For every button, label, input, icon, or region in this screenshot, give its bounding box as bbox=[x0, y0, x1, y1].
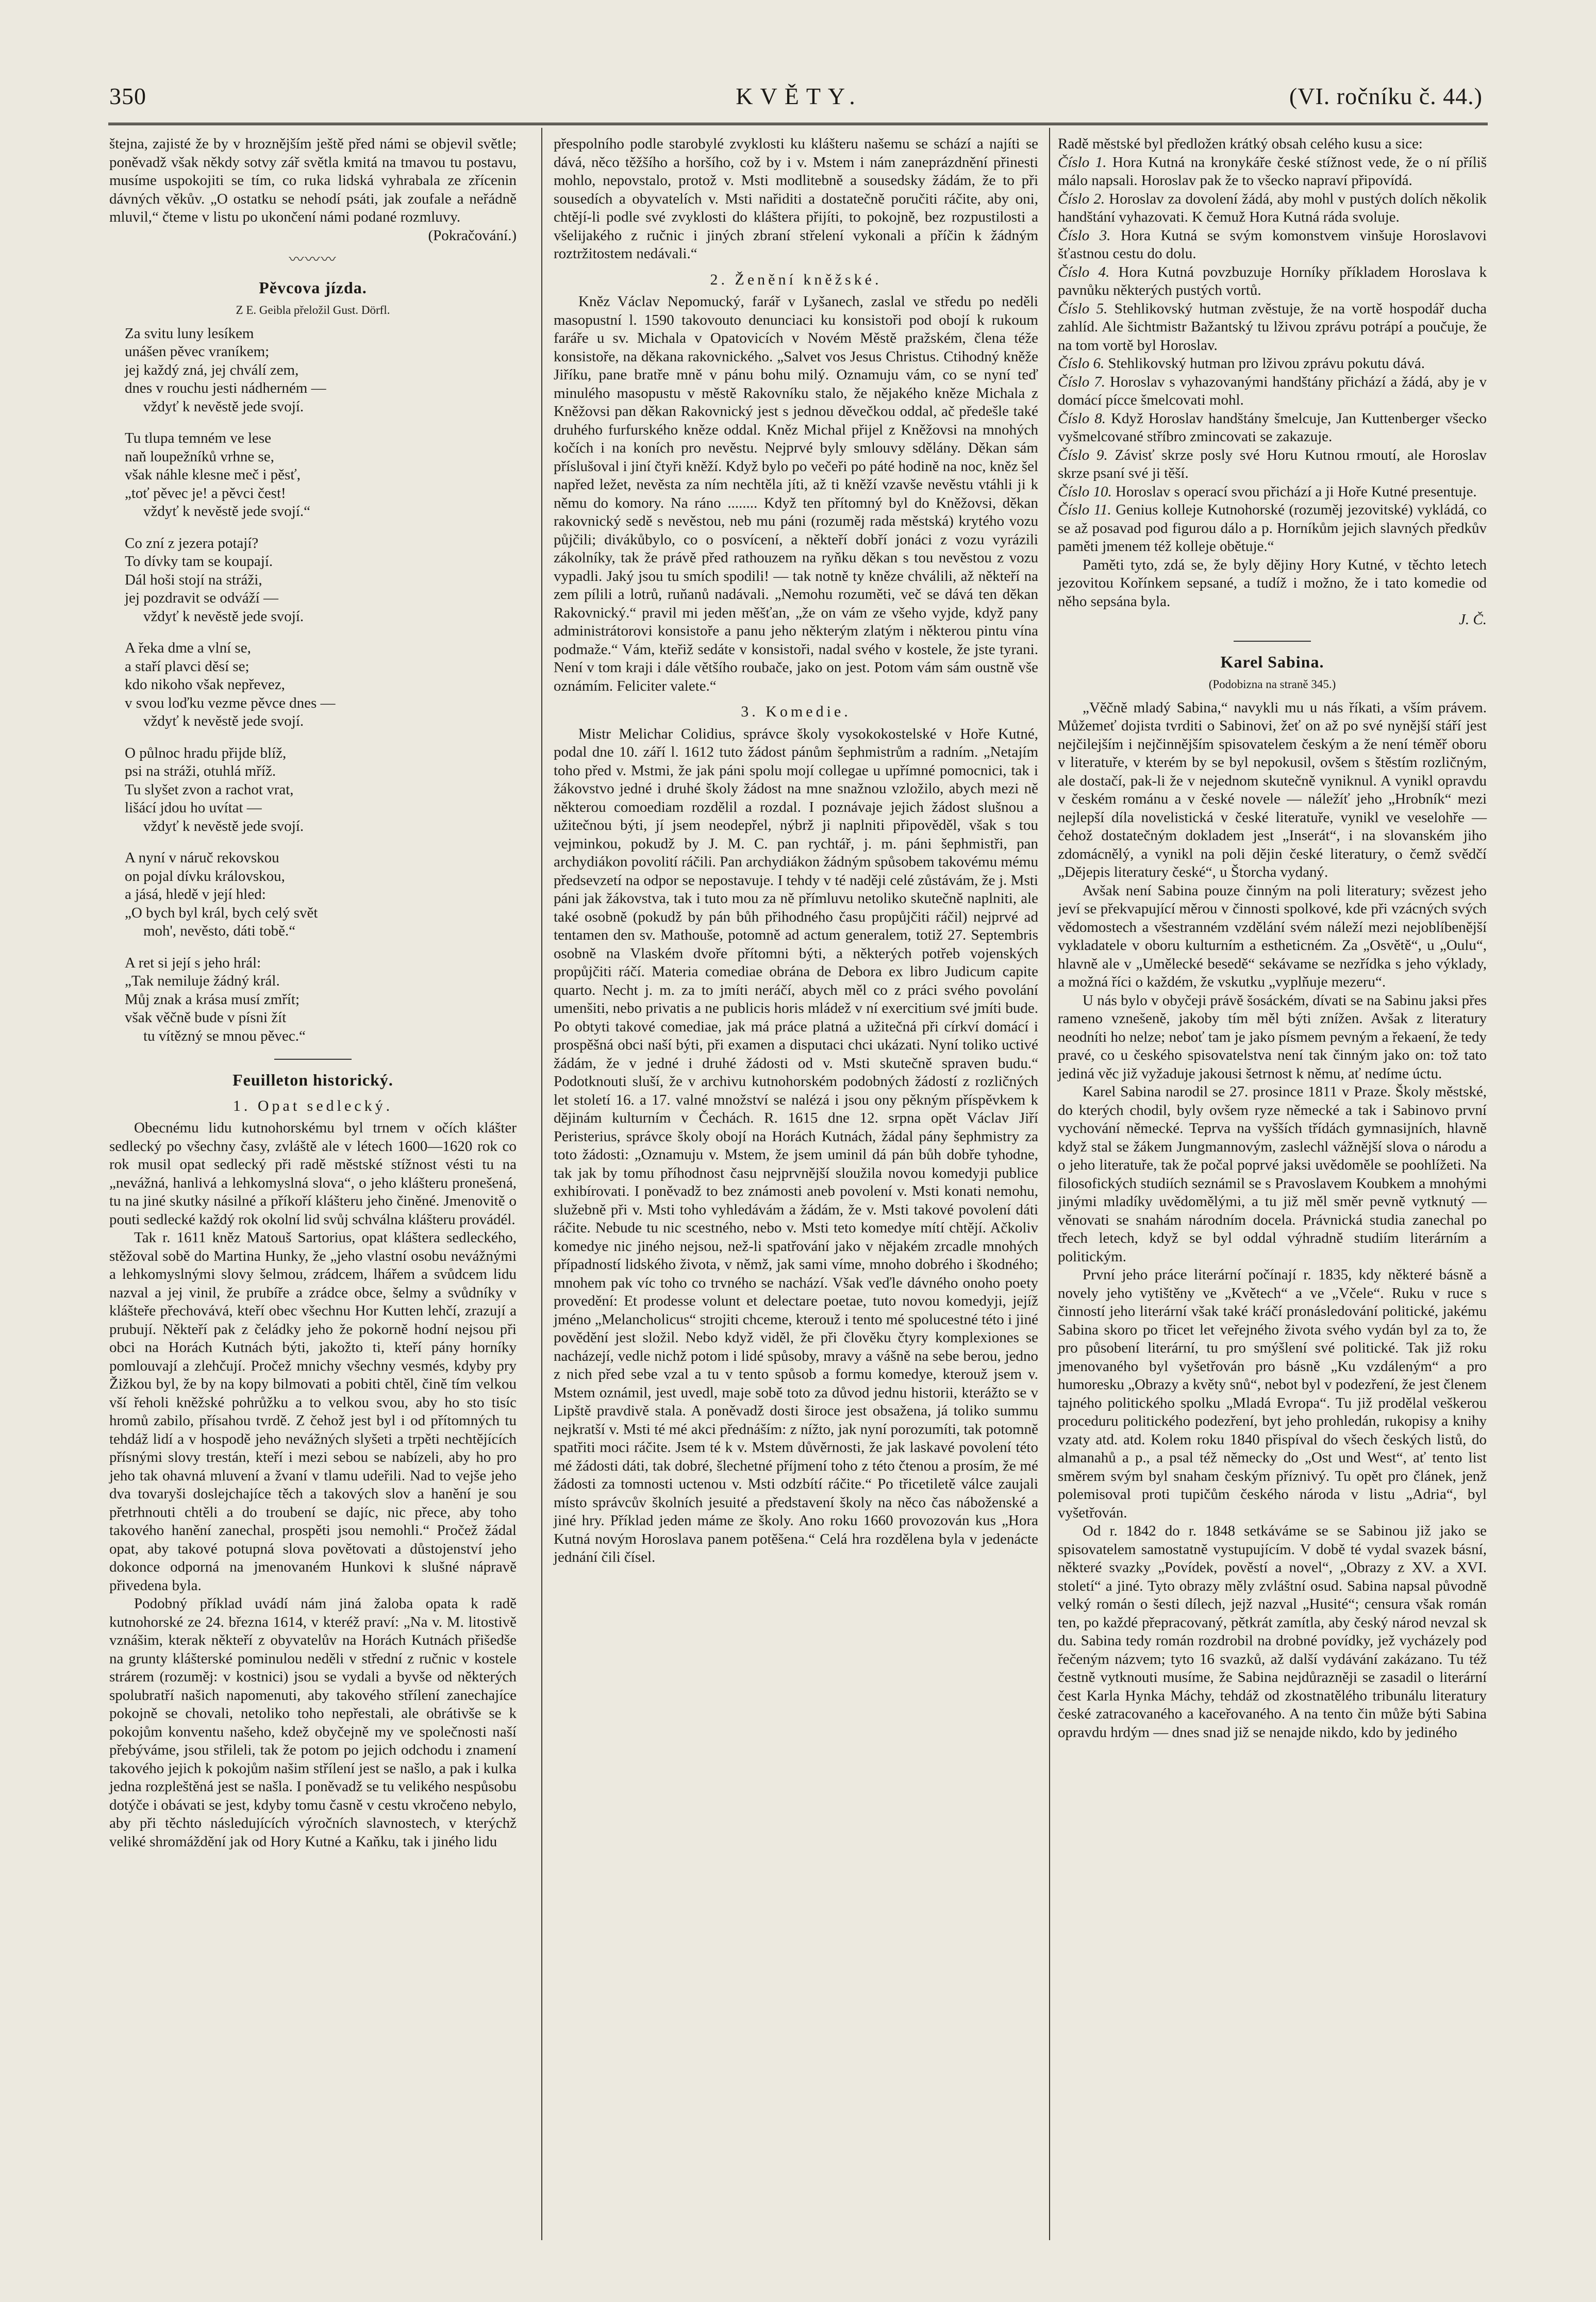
item-label: Číslo 3. bbox=[1058, 227, 1111, 244]
verse-line: kdo nikoho však nepřevez, bbox=[125, 676, 285, 693]
subsection-title: 1. Opat sedlecký. bbox=[232, 1097, 393, 1114]
verse-line: Za svitu luny lesíkem bbox=[125, 325, 254, 342]
paragraph: Radě městské byl předložen krátký obsah celého kusu a sice: bbox=[1058, 136, 1423, 152]
verse-line: dnes v rouchu jesti nádherném — bbox=[125, 380, 326, 396]
verse-line: To dívky tam se koupají. bbox=[125, 553, 273, 570]
stanza bbox=[125, 535, 517, 626]
column-divider bbox=[1049, 128, 1050, 2240]
item-label: Číslo 2. bbox=[1058, 190, 1105, 207]
signature: J. Č. bbox=[1459, 611, 1487, 628]
item-text: Stehlikovský hutman pro lživou zprávu pokutu dává. bbox=[1108, 355, 1425, 372]
verse-line: tu vítězný se mnou pěvec.“ bbox=[143, 1027, 306, 1044]
list-item bbox=[1058, 483, 1487, 502]
verse-line: A ret si její s jeho hrál: bbox=[125, 954, 261, 971]
verse-line: vždyť k nevěstě jede svojí. bbox=[143, 713, 304, 729]
column-divider bbox=[541, 128, 542, 2240]
verse-line: Co zní z jezera potají? bbox=[125, 535, 259, 552]
verse-line: vždyť k nevěstě jede svojí. bbox=[143, 818, 304, 835]
item-text: Stehlikovský hutman zvěstuje, že na vortě hospodář ducha zahlíd. Ale šichtmistr Bažantský tu lživou zprávu potrápí a poučuje, že na tom vortě byl Horoslav. bbox=[1058, 300, 1487, 354]
verse-line: a jásá, hledě v její hled: bbox=[125, 886, 266, 903]
verse-line: vždyť k nevěstě jede svojí.“ bbox=[143, 503, 311, 520]
item-text: Když Horoslav handštány šmelcuje, Jan Kuttenberger všecko vyšmelcované stříbro zmincovati se zakazuje. bbox=[1058, 410, 1487, 445]
paragraph: Obecnému lidu kutnohorskému byl trnem v očích klášter sedlecký po všechny časy, zvláště ale v létech 1600—1620 rok co rok musil opat sedlecký při radě městské stížnost vésti tu na „nevážná, hanlivá a lehkomyslná slova“, o jeho klášteru pronešená, tu na jiné skutky násilné a příkoří klášteru jeho činěné. Jmenovitě o pouti sedlecké každý rok okolní lid svůj schválna klášteru provádél. bbox=[109, 1120, 517, 1228]
paragraph: štejna, zajisté že by v hroznějším ještě před námi se objevil světle; poněvadž však někdy sotvy zář světla kmitá na tmavou tu postavu, musíme uspokojiti se tím, co ruka lidská vyhrabala ze zřícenin dávných věkův. „O ostatku se nehodí psáti, jak zoufale a neřádně mluvil,“ čteme v listu po ukončení námi podané rozmluvy. bbox=[109, 136, 517, 225]
list-item bbox=[1058, 446, 1487, 483]
verse-line: lišácí jdou ho uvítat — bbox=[125, 799, 262, 816]
continued-note: (Pokračování.) bbox=[428, 227, 517, 244]
header-rule bbox=[108, 123, 1488, 125]
stanza bbox=[125, 325, 517, 416]
subsection-title: 2. Ženění kněžské. bbox=[710, 271, 882, 288]
list-item bbox=[1058, 227, 1487, 263]
item-text: Závisť skrze posly své Horu Kutnou rmoutí, ale Horoslav skrze psaní své ji těší. bbox=[1058, 446, 1487, 481]
item-label: Číslo 9. bbox=[1058, 446, 1108, 463]
paragraph: Od r. 1842 do r. 1848 setkáváme se se Sabinou již jako se spisovatelem samostatně vystupujícím. V době té vydal svazek básní, některé svazky „Povídek, pověstí a novel“, „Obrazy z XV. a XVI. století“ a jiné. Tyto obrazy měly zvláštní osud. Sabina napsal původně velký román o šesti dílech, jejž nazval „Husité“; censura však román ten, po každé přepracovaný, pětkrát zamítla, aby český národ nevzal sk du. Sabina tedy román rozdrobil na drobné povídky, jež vycházely pod řečeným názvem; tyto 16 svazků, až další vydávání zakázano. Tu též čestně vytknouti musíme, že Sabina nejdůrazněji se zasadil o literární čest Karla Hynka Máchy, tehdáž od zkostnatělého tribunálu literatury české zatracovaného a kaceřovaného. A na tento čin může býti Sabina opravdu hrdým — dnes snad již se nenajde nikdo, kdo by jediného bbox=[1058, 1523, 1487, 1741]
verse-line: Tu slyšet zvon a rachot vrat, bbox=[125, 781, 294, 798]
list-item bbox=[1058, 410, 1487, 446]
section-title: Feuilleton historický. bbox=[232, 1071, 393, 1089]
verse-line: naň loupežníků vrhne se, bbox=[125, 448, 274, 465]
verse-line: unášen pěvec vraníkem; bbox=[125, 343, 270, 360]
list-item bbox=[1058, 373, 1487, 410]
verse-line: moh', nevěsto, dáti tobě.“ bbox=[143, 923, 296, 939]
item-label: Číslo 11. bbox=[1058, 502, 1111, 518]
verse-line: však náhle klesne meč i pěsť, bbox=[125, 466, 301, 483]
verse-line: A řeka dme a vlní se, bbox=[125, 640, 251, 656]
journal-title: KVĚTY. bbox=[736, 83, 862, 109]
verse-line: Tu tlupa temném ve lese bbox=[125, 430, 272, 446]
item-label: Číslo 6. bbox=[1058, 355, 1105, 372]
list-item bbox=[1058, 154, 1487, 190]
verse-line: psi na stráži, otuhlá mříž. bbox=[125, 763, 276, 779]
poem bbox=[109, 325, 517, 1046]
verse-line: v svou loďku vezme pěvce dnes — bbox=[125, 694, 336, 711]
paragraph: Karel Sabina narodil se 27. prosince 1811 v Praze. Školy městské, do kterých chodil, byly ovšem ryze německé a tak i Sabinovo první vychování německé. Teprva na vyšších třídách gymnasijních, hlavně když stal se žákem Jungmannovým, zaslechl vážnější slova o národu a o jeho literatuře, tak že počal poprvé jaksi uvědoměle se poohlížeti. Na filosofických studiích seznámil se s Pravoslavem Koubkem a mnohými jinými mladíky uvědomělými, a tu již měl směr pevně vytknutý — věnovati se snahám národním docela. Právnická studia zanechal po třech letech, když se byl oddal výhradně studiím literárním a politickým. bbox=[1058, 1083, 1487, 1265]
paragraph: První jeho práce literární počínají r. 1835, kdy některé básně a novely jeho vytištěny ve „Květech“ a ve „Včele“. Ruku v ruce s činností jeho literární však také kráčí pronásledování politické, jakému Sabina skoro po třicet let veřejného života svého vydán byl za to, že pro působení literární, tu pro smýšlení své politické. Tak již roku jmenovaného byl vyšetřován pro básně „Ku vzdáleným“ a pro humoresku „Obrazy a květy snů“, nebot byl v podezření, že jest členem tajného politického spolku „Mladá Evropa“. Tu již prodělal veškerou proceduru politického podezření, byt jeho prohledán, rukopisy a knihy vzaty atd. atd. Kolem roku 1840 přispíval do všech českých listů, do almanahů a p., a psal též německy do „Ost und West“, ať tento list směrem svým byl snaham českým příznivý. Tu opět pro článek, jenž polemisoval proti tupičům českého národa v listu „Adria“, byl vyšetřován. bbox=[1058, 1266, 1487, 1521]
item-label: Číslo 4. bbox=[1058, 263, 1110, 280]
stanza bbox=[125, 429, 517, 521]
item-label: Číslo 1. bbox=[1058, 154, 1107, 171]
item-label: Číslo 10. bbox=[1058, 483, 1112, 500]
stanza bbox=[125, 639, 517, 731]
list-item bbox=[1058, 355, 1487, 373]
stanza bbox=[125, 849, 517, 941]
verse-line: „toť pěvec je! a pěvci čest! bbox=[125, 485, 286, 502]
section-rule bbox=[274, 1059, 352, 1060]
list-item bbox=[1058, 501, 1487, 556]
item-label: Číslo 5. bbox=[1058, 300, 1108, 317]
column-3 bbox=[1058, 135, 1487, 1742]
item-text: Horoslav za dovolení žádá, aby mohl v pustých dolích několik handštání vyhazovati. K čemuž Hora Kutná ráda svoluje. bbox=[1058, 190, 1487, 225]
ornament: 〰〰〰 bbox=[289, 252, 337, 268]
verse-line: „O bych byl král, bych celý svět bbox=[125, 904, 318, 921]
verse-line: a staří plavci děsí se; bbox=[125, 658, 250, 675]
verse-line: vždyť k nevěstě jede svojí. bbox=[143, 398, 304, 415]
verse-line: jej pozdravit se odváží — bbox=[125, 590, 278, 606]
page-number: 350 bbox=[109, 83, 146, 109]
paragraph: přespolního podle starobylé zvyklosti ku klášteru našemu se schází a najíti se dává, něco těžšího a horšího, což by i v. Mstem i nám zaneprázdnění přinesti mohlo, nepovstalo, protož v. Msti modlitebně a sousedsky žádám, že to při sousedích a obyvatelích v. Msti nařiditi a dostatečně poručiti ráčite, aby oni, chtějí-li podle své zvyklosti do kláštera přijíti, to pokojně, bez rozpustilosti a všelijakého z ručnic i jiných zbraní střelení vykonali a příčin k žádným roztržitostem nedávali.“ bbox=[554, 136, 1038, 262]
paragraph: Tak r. 1611 kněz Matouš Sartorius, opat kláštera sedleckého, stěžoval sobě do Martina Hunky, že „jeho vlastní osobu nevážnými a lehkomyslnými slovy šelmou, zrádcem, lhářem a svůdcem lidu nazval a jej vinil, že prubíře a zrádce obce, šelmy a svůdníky v klášteře přechovává, kteří obec všechnu Hor Kutten lehčí, zrazují a prubují. Někteří pak z čeládky jeho že pokorně hodní nejsou při obci na Horách Kutnách býti, jakožto ti, kteří pány horníky pomlouvají a zlehčují. Pročež mnichy všechny vesmés, kdyby pry Žižkou byl, že by na kopy bilmovati a pobiti chtěl, čině tím velkou vší řeholi kněžské pohrůžku a to velkou svou, aby ho sto tisíc hromů zabilo, přísahou tvrdě. Z čehož jest byl i od přítomných tu tehdáž lidí a v hospodě jeho nevážných slyšeti a trpěti nechtějících přísnými slovy trestán, kteří i mezi sebou se nabízeli, aby ho pro jeho tak ohavná mluvení a žvaní v tlamu udeřili. Nad to vejše jeho dva tovaryši doslejchajíce těch a takových slov a hanění je sou přetrhnouti chtěli a do troubení se dajíc, nic přece, aby toho takového hanění zanechal, prospěti jsou nemohli.“ Pročež žádal opat, aby takové potupná slova povětovati a důstojenství jeho dokonce odporná na jmenovaném Hunkovi k slušné nápravě přivedena byla. bbox=[109, 1229, 517, 1594]
item-text: Hora Kutná se svým komonstvem vinšuje Horoslavovi šťastnou cestu do dolu. bbox=[1058, 227, 1487, 262]
paragraph: Podobný příklad uvádí nám jiná žaloba opata k radě kutnohorské ze 24. března 1614, v kteréž praví: „Na v. M. litostivě vznášim, kterak někteří z obyvatelův na Horách Kutnách přišedše na grunty klášterské pominulou neděli v střední z ručnic v kostele strárem (rozuměj: v kostnici) jsou se vydali a byvše od některých spolubratří našich napomenuti, aby takového střílení zanechajíce pokojně se chovali, netoliko toho nepřestali, ale obrátivše se k pokojům konventu našeho, kdež obyčejně my ve společnosti naší přebýváme, jsou střileli, tak že potom po jejich odchodu i znamení takového jejich k pokojům našim střílení jest se našlo, a pak i kulka jedna rozpleštěná jest se našla. I poněvadž se tu velikého nespůsobu dotýče i obávati se jest, kdyby tomu časně v cestu vkročeno nebylo, aby při těchto následujících výročních slavnostech, v kterýchž veliké shromáždění jak od Hory Kutné a Kaňku, tak i jiného lidu bbox=[109, 1595, 517, 1850]
item-text: Genius kolleje Kutnohorské (rozuměj jezovitské) vykládá, co se až posavad pod figurou dálo a p. Horníkům jejich slavných předkův paměti jmenem též kolleje obětuje.“ bbox=[1058, 502, 1487, 555]
verse-line: Můj znak a krása musí zmřít; bbox=[125, 991, 300, 1008]
paragraph: Kněz Václav Nepomucký, farář v Lyšanech, zaslal ve středu po neděli masopustní l. 1590 takovouto denunciaci ku konsistoři pod obojí k rukoum faráře u sv. Michala v Opatovicích v Novém Městě pražském, člena téže konsistoře, na děkana rakovnického. „Salvet vos Jesus Christus. Ctihodný kněže Jiříku, pane bratře mně v pánu bohu milý. Oznamuju vám, co se nyní teď minulého masopustu v městě Rakovníku stalo, že nějakého kněze Michala z Kněžovsi pan děkan Rakovnický jest s jednou děvečkou oddal, ač předešle také druhého furfurského kněze oddal. Kněz Michal přijel z Kněžovsi na mnohých kočích i na koních pro nevěstu. Nejprvé byly smlouvy sdělány. Děkan sám příslušoval i jiní čtyři kněží. Když bylo po večeři po páté hodině na noc, kněz šel napřed ležet, nevěsta za ním nechtěla jíti, až ti kněží vzavše nevěstu vtáhli ji k němu do komory. Na ráno ........ Když ten přítomný byl do Kněžovsi, děkan rakovnický sedě s nevěstou, neb mu páni (rozuměj rada městská) krytého vozu půjčili; divákůbylo, co o posvícení, a někteří dobří jonáci z vozu vyrázili zákolníky, tak že právě před rathouzem na ryňku děkan s tou nevěstou z vozu vypadli. Jaký jsou tu smích spodili! — tak notně ty kněze chválili, až někteří na zem pílili a lotrů, ruňanů nadávali. „Nemohu rozuměti, več se dává ten děkan Rakovnický.“ pravil mi jeden měšťan, „že on vám ze všeho vyjde, když pany administrátorovi konsistoře a panu jeho některým zlatým i některou pintu vína podmaže.“ Vám, kteřiž sedáte v konsistoři, nadal svého v kostele, že jste tyrani. Není v tom kraji i dále většího roubače, jako on jest. Potom vám sám oustně vše oznámím. Feliciter valete.“ bbox=[554, 293, 1038, 694]
issue-label: (VI. ročníku č. 44.) bbox=[1289, 83, 1483, 109]
item-label: Číslo 7. bbox=[1058, 373, 1106, 390]
section-rule bbox=[1234, 641, 1311, 642]
verse-line: O půlnoc hradu přijde blíž, bbox=[125, 744, 287, 761]
list-item bbox=[1058, 190, 1487, 227]
column-2 bbox=[554, 135, 1038, 1567]
poem-title: Pěvcova jízda. bbox=[259, 278, 367, 297]
verse-line: on pojal dívku královskou, bbox=[125, 868, 285, 885]
paragraph: Paměti tyto, zdá se, že byly dějiny Hory Kutné, v těchto letech jezovitou Kořínkem sepsané, a tudíž i možno, že i tato komedie od něho sepsána byla. bbox=[1058, 556, 1487, 610]
article-subtitle: (Podobizna na straně 345.) bbox=[1208, 678, 1336, 691]
paragraph: „Věčně mladý Sabina,“ navykli mu u nás říkati, a vším právem. Můžemeť dojista tvrditi o Sabinovi, žeť on až po své nynější stáří jest nejčilejším i nejčinnějším spisovatelem českým a že není téměř oboru v literatuře, v kterém by se byl nepokusil, ovšem s štěstím rozličným, ale dostačí, pak-li že v nejednom skutečně vyniknul. A vynikl opravdu v českém románu a v české novele — náležíť jeho „Hrobník“ mezi nejlepší díla novelistická v české literatuře, vynikl ve veselohře — čehož dostatečným dokladem jest „Inserát“, i na slovanském jiho zdomácnělý, a vynikl na poli dějin české literatury, o čemž svědčí „Dějepis literatury české“, u Štorcha vydaný. bbox=[1058, 699, 1487, 880]
item-text: Horoslav s vyhazovanými handštány přichází a žádá, aby je v domácí pícce šmelcovati mohl. bbox=[1058, 373, 1487, 408]
item-text: Hora Kutná povzbuzuje Horníky příkladem Horoslava k pavnůku některých pustých vortů. bbox=[1058, 263, 1487, 298]
item-label: Číslo 8. bbox=[1058, 410, 1106, 427]
verse-line: vždyť k nevěstě jede svojí. bbox=[143, 608, 304, 625]
paragraph: Mistr Melichar Colidius, správce školy vysokokostelské v Hoře Kutné, podal dne 10. září l. 1612 tuto žádost pánům šephmistrům a radním. „Netajím toho před v. Mstmi, že jak páni spolu mojí collegae u upřímné pomocnici, tak i žákovstvo jedné i druhé školy žádost na mne snažnou vzložilo, abych mezi ně některou comoediam rozdělil a rozdal. I poznávaje jejich žádost slušnou a užitečnou býti, jí jsem neodepřel, nýbrž ji naplniti připověděl, však s tou vejminkou, pokudž by J. M. C. pan rychtář, j. m. páni šephmistři, pan archydiákon povolití ráčili. Pan archydiákon žádným spůsobem takovému mému předsevzetí na odpor se nepostavuje. I tehdy v té naději celé zůstávám, že j. Msti páni jak žákovstva, tak i tuto mou za ně přímluvu netoliko skutečně naplniti, ale také osobně (pokudž by pán bůh přihodného času propůjčiti ráčil) nejprvé ad tentamen den sv. Mathouše, potomně ad actum generalem, totiž 27. Septembris osobně na Vlaském dvoře přítomni býti, a některých potřeb vojenských propůjčiti ráčí. Materia comediae obrána de Debora ex libro Judicum capite quarto. Necht j. m. za to jmíti neráčí, abych měl co z práci svého povolání umenšiti, nebo privatis a ne publicis horis mládež v ní exercitium své jmíti bude. Po obtyti takové comediae, jak má práce platná a užitečná při církví domácí i prospěšná obci naší býti, při examen a disputaci chci ukázati. Nyní toliko uctivé žádám, že v jedné i druhé žádosti od v. Msti skutečně spraven budu.“ Podotknouti sluší, že v archivu kutnohorském podobných žádostí z rozličných let století 16. a 17. valné množství se nalézá i jsou ony pěkným příspěvkem k dějinám kulturním v Čechách. R. 1615 dne 12. srpna opět Václav Jiří Peristerius, správce školy obojí na Horách Kutnách, žádal pány šephmistry za toto žádosti: „Oznamuju v. Mstem, že jsem uminil dá pán bůh dobře tyhodne, tak jak by tomu příhodnost času nejprvnější sloužila novou komedyji publice exhibírovati. I poněvadž to bez známosti aneb povolení v. Msti konati nemohu, služebně při v. Msti toho vyhledávám a žádám, že v. Msti takové povolení dáti ráčite. Nebude tu nic scestného, nebo v. Msti teto komedye mítí chtějí. Ačkoliv komedye nic jiného nejsou, než-li spatřování jako v nějakém zrcadle mnohých případností lidského života, v němž, jak sami víme, mnoho dobrého i škodného; mnohem pak víc toho co trvného se nachází. Však veďle dávného onoho poety provedění: Et prodesse volunt et delectare poetae, tuto novou komedyji, jejíž jméno „Melancholicus“ strojiti chceme, kterouž i tento mé spolucestné této i jiné povědění jest složil. Nebo když viděl, že při člověku čtyry komplexiones se nacházejí, vedle nichž potom i lidé spůsoby, mravy a vášně na sebe berou, jedno z nich před sebe vzal a tu v tento spůsob a formu komedye, kterouž jsem v. Mstem oznámil, jest uvedl, maje sobě toto za důvod jednu historii, kterážto se v Lipště pravdivě stala. A poněvadž dosti široce jest obsažena, já toliko summu nejkratší v. Msti té mé akci přednáším: z nížto, jak nyní porozumíti, tak potomně spatřiti moci ráčite. Jsem té k v. Mstem důvěrnosti, že jak laskavé povolení této mé žádosti dáti, tak dobré, šlechetné příjmení toho z této čtenou a prosím, že mé žádosti za tomnosti uctenou v. Msti odzbítí ráčite.“ Po třicetiletě válce zaujali místo správcův školních jesuité a představení školy na něco čas náboženské a jiné hry. Příklad jeden máme ze školy. Ano roku 1660 provozován kus „Hora Kutná novým Horoslava panem potěšena.“ Celá hra rozdělena byla v jedenácte jednání čili čísel. bbox=[554, 725, 1038, 1565]
poem-source: Z E. Geibla přeložil Gust. Dörfl. bbox=[236, 304, 390, 316]
stanza bbox=[125, 744, 517, 836]
paragraph: U nás bylo v obyčeji právě šosáckém, dívati se na Sabinu jaksi přes rameno vznešeně, jakoby tím měl býti znížen. Avšak z literatury neodníti ho nelze; neboť tam je jako písmem pevným a řekaení, že tedy pravé, co u českého spisovatelstva není tak činným jako on: tož tato jediná věc již vyžaduje jakousi šetrnost k němu, ať nedíme úctu. bbox=[1058, 992, 1487, 1082]
stanza bbox=[125, 954, 517, 1046]
item-text: Horoslav s operací svou přichází a ji Hoře Kutné presentuje. bbox=[1116, 483, 1477, 500]
verse-line: A nyní v náruč rekovskou bbox=[125, 849, 279, 866]
verse-line: Dál hoši stojí na stráži, bbox=[125, 571, 262, 588]
article-title: Karel Sabina. bbox=[1220, 652, 1324, 671]
verse-line: však věčně bude v písni žít bbox=[125, 1009, 287, 1026]
verse-line: jej každý zná, jej chválí zem, bbox=[125, 361, 299, 378]
list-item bbox=[1058, 263, 1487, 300]
verse-line: „Tak nemiluje žádný král. bbox=[125, 973, 280, 989]
list-item bbox=[1058, 300, 1487, 355]
paragraph: Avšak není Sabina pouze činným na poli literatury; svězest jeho jeví se překvapující měrou v činnosti spolkové, kde při vzácných svých vědomostech a všestranném vzdělání svém náleží mezi nejoblíbenější vykladatele v oboru kulturním a estheticném. Za „Osvětě“, u „Oulu“, hlavně ale v „Umělecké besedě“ sekávame se nezřídka s jeho výklady, a možná říci o každém, že vskutku „vyplňuje mezeru“. bbox=[1058, 882, 1487, 990]
item-text: Hora Kutná na kronykáře české stížnost vede, že o ní příliš málo napsali. Horoslav pak že to všecko napraví připovídá. bbox=[1058, 154, 1487, 189]
column-1 bbox=[109, 135, 517, 1851]
subsection-title: 3. Komedie. bbox=[741, 703, 851, 720]
